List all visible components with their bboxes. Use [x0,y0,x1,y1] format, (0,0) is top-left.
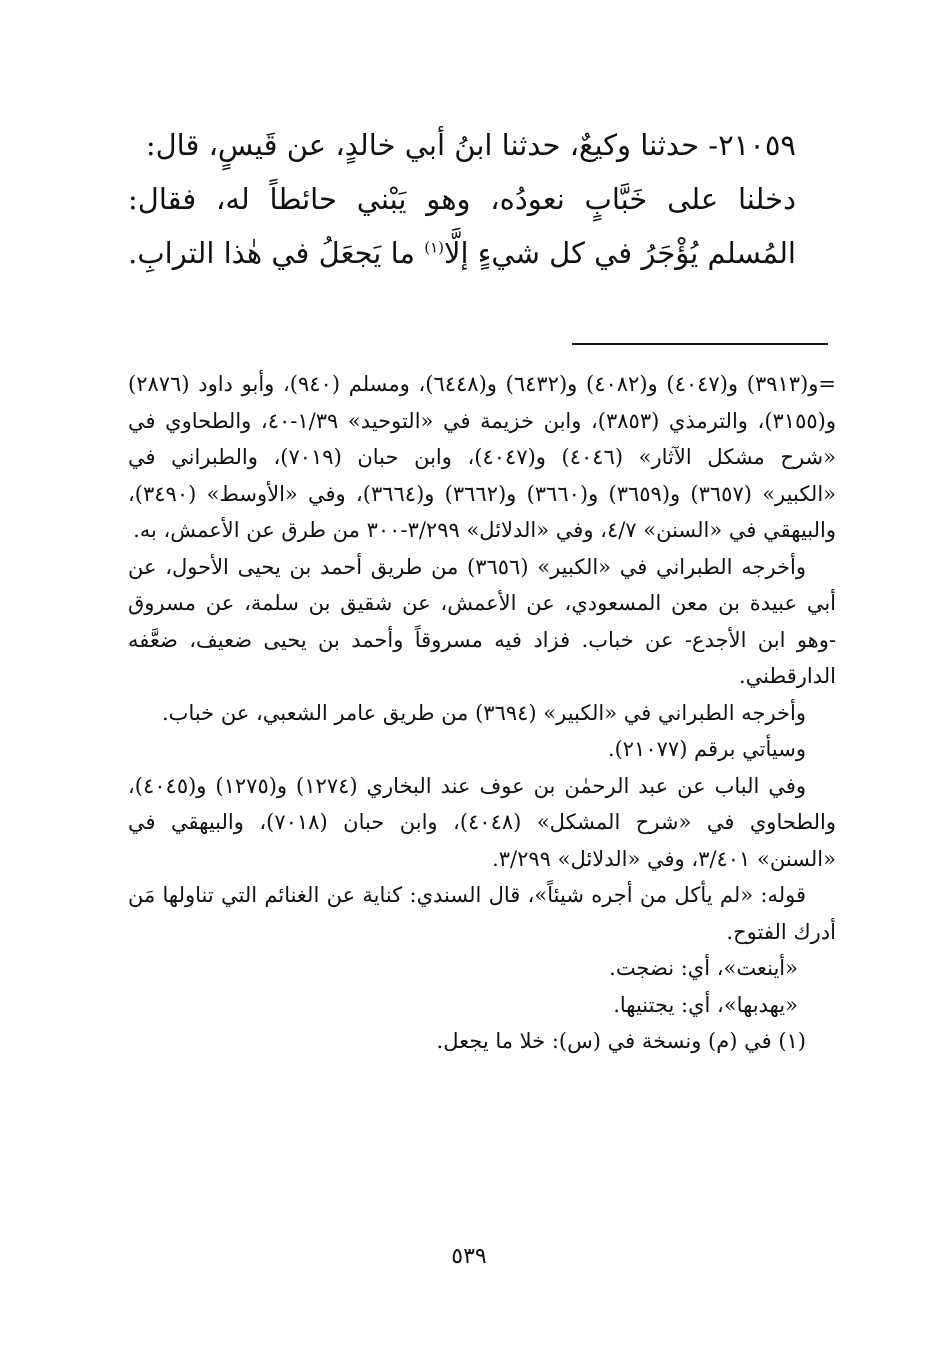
note-paragraph-5: وفي الباب عن عبد الرحمٰن بن عوف عند البخاري (١٢٧٤) و(١٢٧٥) و(٤٠٤٥)، والطحاوي في «شرح المشكل» (٤٠٤٨)، وابن حبان (٧٠١٨)، والبيهقي في «السنن» ٣/٤٠١، وفي «الدلائل» ٣/٢٩٩. [128,773,836,871]
hadith-isnad: ٢١٠٥٩- حدثنا وكيعٌ، حدثنا ابنُ أبي خالدٍ، عن قَيسٍ، قال: [145,128,796,162]
hadith-matn-part1: دخلنا على خَبَّابٍ نعودُه، وهو يَبْني حائطاً له، فقال: المُسلم يُؤْجَرُ في كل شيءٍ إلَّا [128,182,796,270]
note-paragraph-8: «يهدبها»، أي: يجتنيها. [613,992,798,1017]
hadith-text [128,118,796,280]
footnote-1: (١) في (م) ونسخة في (س): خلا ما يجعل. [436,1029,806,1053]
footnotes [128,366,836,1060]
hadith-matn [128,172,796,280]
note-paragraph-1: =و(٣٩١٣) و(٤٠٤٧) و(٤٠٨٢) و(٦٤٣٢) و(٦٤٤٨)، ومسلم (٩٤٠)، وأبو داود (٢٨٧٦) و(٣١٥٥)، والترمذي (٣٨٥٣)، وابن خزيمة في «التوحيد» ١/٣٩-٤٠، والطحاوي في «شرح مشكل الآثار» (٤٠٤٦) و(٤٠٤٧)، وابن حبان (٧٠١٩)، والطبراني في «الكبير» (٣٦٥٧) و(٣٦٥٩) و(٣٦٦٠) و(٣٦٦٢) و(٣٦٦٤)، وفي «الأوسط» (٣٤٩٠)، والبيهقي في «السنن» ٤/٧، وفي «الدلائل» ٣/٢٩٩-٣٠٠ من طرق عن الأعمش، به. [128,372,837,542]
note-paragraph-3: وأخرجه الطبراني في «الكبير» (٣٦٩٤) من طريق عامر الشعبي، عن خباب. [162,700,806,725]
footnote-separator [572,343,828,345]
hadith-matn-part2: ما يَجعَلُ في هٰذا الترابِ. [128,236,425,270]
note-paragraph-7: «أينعت»، أي: نضجت. [609,956,798,980]
note-paragraph-6: قوله: «لم يأكل من أجره شيئاً»، قال السندي: كناية عن الغنائم التي تناولها مَن أدرك الفتوح. [128,883,836,944]
page-number: ٥٣٩ [451,1244,487,1269]
footnote-marker: (١) [424,238,444,257]
note-paragraph-2: وأخرجه الطبراني في «الكبير» (٣٦٥٦) من طريق أحمد بن يحيى الأحول، عن أبي عبيدة بن معن المسعودي، عن الأعمش، عن شقيق بن سلمة، عن مسروق -وهو ابن الأجدع- عن خباب. فزاد فيه مسروقاً وأحمد بن يحيى ضعيف، ضعَّفه الدارقطني. [128,554,836,688]
note-paragraph-4: وسيأتي برقم (٢١٠٧٧). [607,737,806,761]
